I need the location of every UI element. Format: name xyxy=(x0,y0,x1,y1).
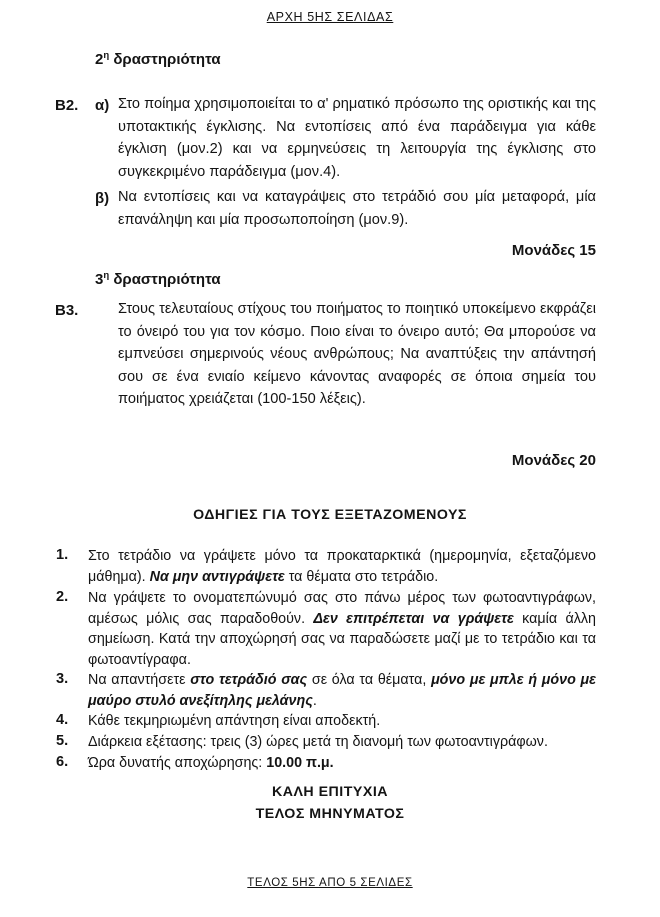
question-label-b3: Β3. xyxy=(55,302,79,319)
part-b-text: Να εντοπίσεις και να καταγράψεις στο τετράδιό σου μία μεταφορά, μία επανάληψη και μία προσωποποίηση (μον.9). xyxy=(118,189,596,228)
activity-title: δραστηριότητα xyxy=(113,51,221,68)
instruction-item-2: Να γράψετε το ονοματεπώνυμό σας στο πάνω μέρος των φωτοαντιγράφων, αμέσως μόλις σας παραδοθούν. Δεν επιτρέπεται να γράψετε καμία άλλη σημείωση. Κατά την αποχώρησή σας να παραδώσετε μαζί με το τετράδιο και τα φωτοαντίγραφα. xyxy=(88,590,596,668)
part-b-label: β) xyxy=(95,190,110,207)
instruction-number: 4. xyxy=(56,712,69,728)
page-footer: ΤΕΛΟΣ 5ΗΣ ΑΠΟ 5 ΣΕΛΙΔΕΣ xyxy=(247,877,413,889)
instruction-item-3: Να απαντήσετε στο τετράδιό σας σε όλα τα θέματα, μόνο με μπλε ή μόνο με μαύρο στυλό ανεξίτηλης μελάνης. xyxy=(88,672,596,709)
instruction-number: 1. xyxy=(56,547,69,563)
instruction-number: 2. xyxy=(56,589,69,605)
emphasis: μόνο με μπλε ή μόνο με μαύρο στυλό ανεξίτηλης μελάνης xyxy=(88,672,596,709)
activity-2-heading xyxy=(95,50,221,68)
marks-b3: Μονάδες 20 xyxy=(511,452,596,469)
part-a-text: Στο ποίημα χρησιμοποιείται το α' ρηματικό πρόσωπο της οριστικής και της υποτακτικής έγκλισης. Να εντοπίσεις από ένα παράδειγμα για κάθε έγκλιση (μον.2) και να ερμηνεύσεις τη λειτουργία της έγκλισης στο συγκεκριμένο παράδειγμα (μον.4). xyxy=(118,96,596,180)
part-a-label: α) xyxy=(95,97,110,114)
instruction-number: 3. xyxy=(56,671,69,687)
instruction-item-6: Ώρα δυνατής αποχώρησης: 10.00 π.μ. xyxy=(88,755,334,771)
ordinal-suffix: η xyxy=(103,270,110,281)
activity-3-heading xyxy=(95,270,221,288)
instruction-number: 6. xyxy=(56,754,69,770)
emphasis: Να μην αντιγράψετε xyxy=(149,568,285,585)
b3-text: Στους τελευταίους στίχους του ποιήματος το ποιητικό υποκείμενο εκφράζει το όνειρό του για τον κόσμο. Ποιο είναι το όνειρο αυτό; Θα μπορούσε να εμπνεύσει σημερινούς νέους ανθρώπους; Να αναπτύξεις την απάντησή σου σε ένα ενιαίο κείμενο κάνοντας αναφορές σε όποια σημεία του ποιήματος χρειάζεται (100-150 λέξεις). xyxy=(118,301,596,407)
activity-title: δραστηριότητα xyxy=(113,271,221,288)
emphasis: Δεν επιτρέπεται να γράψετε xyxy=(313,610,514,627)
instruction-item-4: Κάθε τεκμηριωμένη απάντηση είναι αποδεκτή. xyxy=(88,713,381,729)
closing-end-message: ΤΕΛΟΣ ΜΗΝΥΜΑΤΟΣ xyxy=(255,806,405,822)
activity-number: 3 xyxy=(95,271,104,288)
page-header: ΑΡΧΗ 5ΗΣ ΣΕΛΙΔΑΣ xyxy=(266,10,394,24)
closing-good-luck: ΚΑΛΗ ΕΠΙΤΥΧΙΑ xyxy=(271,784,389,800)
instruction-number: 5. xyxy=(56,733,69,749)
instruction-item-1: Στο τετράδιο να γράψετε μόνο τα προκαταρκτικά (ημερομηνία, εξεταζόμενο μάθημα). Να μην αντιγράψετε τα θέματα στο τετράδιο. xyxy=(88,548,596,585)
question-label-b2: Β2. xyxy=(55,97,79,114)
marks-b2: Μονάδες 15 xyxy=(511,242,596,259)
ordinal-suffix: η xyxy=(103,50,110,61)
instruction-item-5: Διάρκεια εξέτασης: τρεις (3) ώρες μετά τη διανομή των φωτοαντιγράφων. xyxy=(88,734,548,750)
instructions-title: ΟΔΗΓΙΕΣ ΓΙΑ ΤΟΥΣ ΕΞΕΤΑΖΟΜΕΝΟΥΣ xyxy=(193,507,467,523)
emphasis: 10.00 π.μ. xyxy=(266,755,334,771)
emphasis: στο τετράδιό σας xyxy=(190,672,308,688)
activity-number: 2 xyxy=(95,51,104,68)
